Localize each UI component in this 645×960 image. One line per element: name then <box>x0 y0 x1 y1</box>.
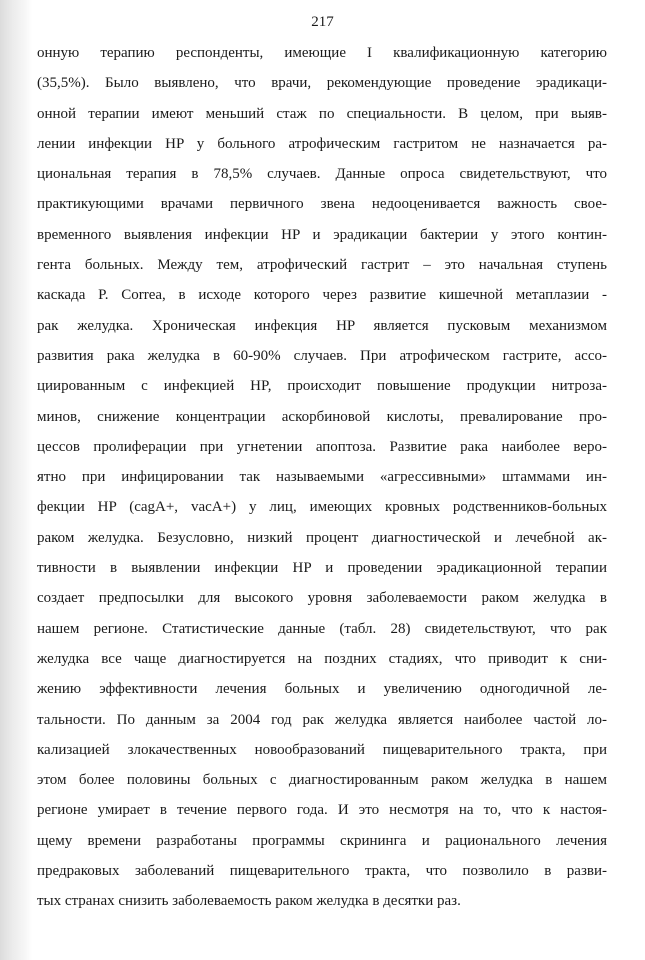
text-line: ятно при инфицировании так называемыми «агрессивными» штаммами ин- <box>37 469 607 486</box>
text-line: фекции HP (cagA+, vacA+) у лиц, имеющих кровных родственников-больных <box>37 499 607 516</box>
text-line: минов, снижение концентрации аскорбиновой кислоты, превалирование про- <box>37 408 607 425</box>
text-line: временного выявления инфекции HP и эрадикации бактерии у этого контин- <box>37 226 607 243</box>
text-line: тивности в выявлении инфекции HP и проведении эрадикационной терапии <box>37 560 607 577</box>
text-line: нашем регионе. Статистические данные (табл. 28) свидетельствуют, что рак <box>37 620 607 637</box>
text-line-last: тых странах снизить заболеваемость раком желудка в десятки раз. <box>37 893 461 910</box>
text-line: цессов пролиферации при угнетении апоптоза. Развитие рака наиболее веро- <box>37 438 607 455</box>
text-line: онной терапии имеют меньший стаж по специальности. В целом, при выяв- <box>37 105 607 122</box>
text-line: жению эффективности лечения больных и увеличению одногодичной ле- <box>37 681 607 698</box>
text-line: создает предпосылки для высокого уровня заболеваемости раком желудка в <box>37 590 607 607</box>
text-line: циональная терапия в 78,5% случаев. Данные опроса свидетельствуют, что <box>37 166 607 183</box>
text-line: онную терапию респонденты, имеющие I квалификационную категорию <box>37 45 607 61</box>
text-line: щему времени разработаны программы скрининга и рационального лечения <box>37 832 607 849</box>
scan-binding-shadow <box>0 0 32 960</box>
text-line: предраковых заболеваний пищеварительного тракта, что позволило в разви- <box>37 863 607 880</box>
text-line: (35,5%). Было выявлено, что врачи, рекомендующие проведение эрадикаци- <box>37 75 607 92</box>
text-line: желудка все чаще диагностируется на поздних стадиях, что приводит к сни- <box>37 650 607 667</box>
text-line: гента больных. Между тем, атрофический гастрит – это начальная ступень <box>37 257 607 274</box>
body-paragraph <box>37 38 607 917</box>
text-line: лении инфекции HP у больного атрофическим гастритом не назначается ра- <box>37 135 607 152</box>
text-line: раком желудка. Безусловно, низкий процент диагностической и лечебной ак- <box>37 529 607 546</box>
text-line: практикующими врачами первичного звена недооценивается важность свое- <box>37 196 607 213</box>
text-line: рак желудка. Хроническая инфекция HP является пусковым механизмом <box>37 317 607 334</box>
text-line: циированным с инфекцией HP, происходит повышение продукции нитроза- <box>37 378 607 395</box>
text-line: кализацией злокачественных новообразований пищеварительного тракта, при <box>37 741 607 758</box>
text-line: каскада P. Correa, в исходе которого через развитие кишечной метаплазии - <box>37 287 607 304</box>
text-line: регионе умирает в течение первого года. И это несмотря на то, что к настоя- <box>37 802 607 819</box>
text-line: тальности. По данным за 2004 год рак желудка является наиболее частой ло- <box>37 711 607 728</box>
text-line: развития рака желудка в 60-90% случаев. При атрофическом гастрите, ассо- <box>37 347 607 364</box>
page-number: 217 <box>311 14 334 30</box>
text-line: этом более половины больных с диагностированным раком желудка в нашем <box>37 772 607 789</box>
